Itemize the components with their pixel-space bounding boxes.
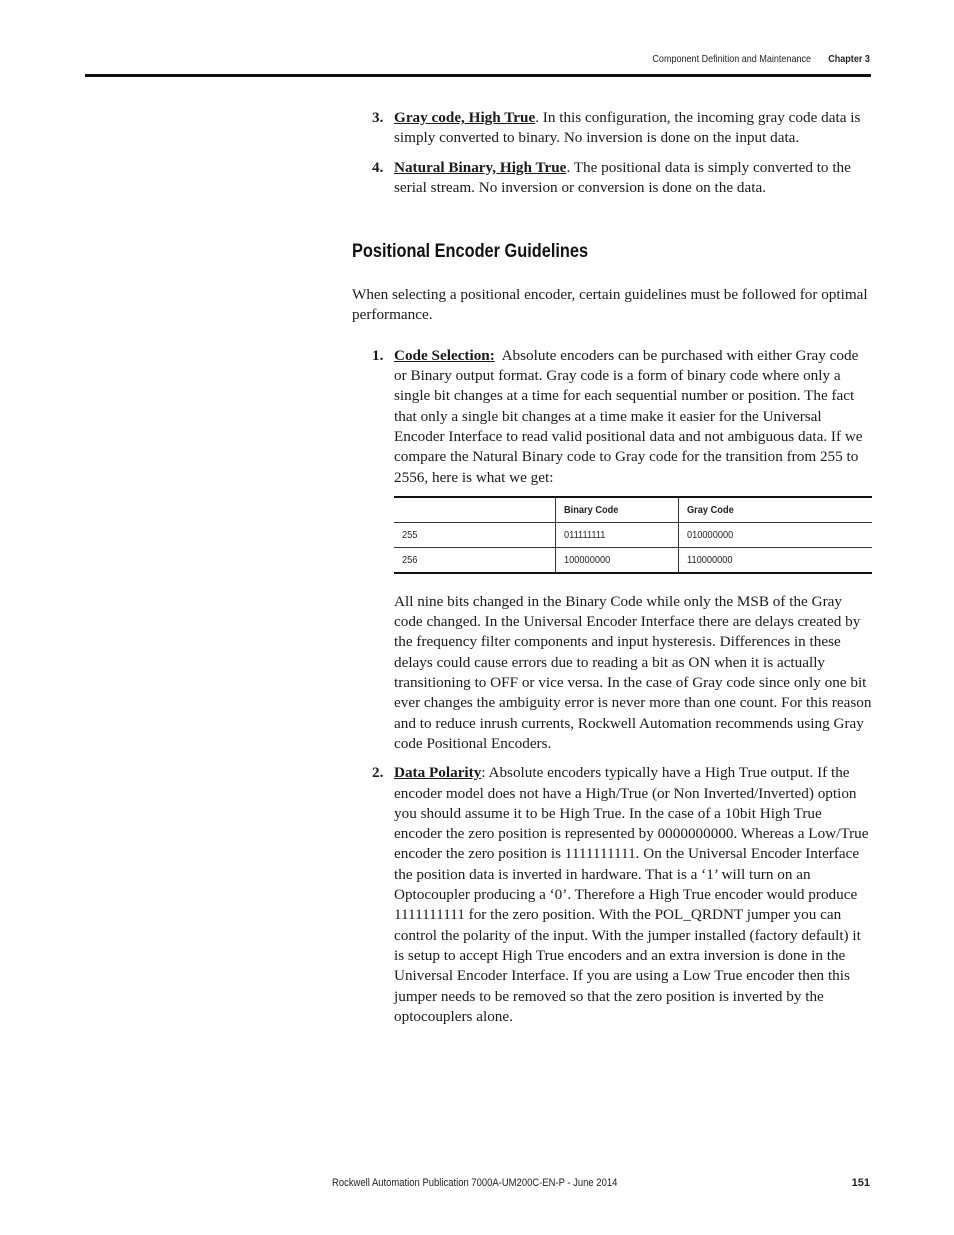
item-text: . The positional data is simply converted to the serial stream. No inversion or conversion is done on the data. xyxy=(394,158,851,196)
table-row xyxy=(394,522,872,547)
table-header-row xyxy=(394,497,872,523)
item-lead: Natural Binary, High True xyxy=(394,158,567,176)
header-chapter-label: Chapter 3 xyxy=(828,53,870,65)
list-item-data-polarity xyxy=(352,763,872,1027)
item-paragraph xyxy=(394,108,872,149)
item-number: 4. xyxy=(372,158,384,176)
item-text: Absolute encoders can be purchased with either Gray code or Binary output format. Gray code is a form of binary code where only a single bit changes at a time for each sequential number or position. The fact that only a single bit changes at a time make it easier for the Universal Encoder Interface to read valid positional data and not ambiguous data. If we compare the Natural Binary code to Gray code for the transition from 255 to 2556, here is what we get: xyxy=(394,346,867,486)
list-item-natural-binary xyxy=(352,158,872,199)
header-section-title: Component Definition and Maintenance xyxy=(652,53,812,65)
item-paragraph xyxy=(394,158,872,199)
table-cell: 110000000 xyxy=(679,547,873,573)
item-paragraph xyxy=(394,346,872,488)
table-cell: 255 xyxy=(402,528,418,541)
table-row xyxy=(394,547,872,573)
item-lead: Gray code, High True xyxy=(394,109,536,126)
item-number: 3. xyxy=(372,109,384,126)
item-lead: Data Polarity xyxy=(394,764,482,782)
header-rule xyxy=(85,74,871,77)
table-header-blank xyxy=(394,497,556,523)
item-paragraph xyxy=(394,763,872,1027)
item-lead: Code Selection: xyxy=(394,346,495,364)
table-cell: 100000000 xyxy=(556,547,679,573)
item-followup-paragraph: All nine bits changed in the Binary Code while only the MSB of the Gray code changed. In the Universal Encoder Interface there are delays created by the frequency filter components and input hysteresis. Differences in these delays could cause errors due to reading a bit as ON when it is actually transitioning to OFF or vice versa. In the case of Gray code since only one bit ever changes the ambiguity error is never more than one count. For this reason and to reduce inrush currents, Rockwell Automation recommends using Gray code Positional Encoders. xyxy=(394,592,872,752)
section-intro: When selecting a positional encoder, certain guidelines must be followed for optimal performance. xyxy=(352,286,868,324)
table-cell: 011111111 xyxy=(556,522,679,547)
section-heading: Positional Encoder Guidelines xyxy=(352,241,589,263)
table-cell: 010000000 xyxy=(679,522,873,547)
table-cell: 256 xyxy=(402,553,418,566)
running-header xyxy=(653,53,870,65)
item-text: . In this configuration, the incoming gray code data is simply converted to binary. No inversion is done on the input data. xyxy=(394,109,861,147)
item-number: 2. xyxy=(372,764,384,782)
list-item-code-selection xyxy=(352,346,872,754)
table-header-gray: Gray Code xyxy=(679,497,873,523)
item-text: : Absolute encoders typically have a High True output. If the encoder model does not have a High/True (or Non Inverted/Inverted) option you should assume it to be High True. In the case of a 10bit High True encoder the zero position is represented by 0000000000. Whereas a Low/True encoder the zero position is 1111111111. On the Universal Encoder Interface the position data is inverted in hardware. That is a ‘1’ will turn on an Optocoupler producing a ‘0’. Therefore a High True encoder would produce 1111111111 for the zero position. With the POL_QRDNT jumper you can control the polarity of the input. With the jumper installed (factory default) it is setup to accept High True encoders and an extra inversion is done in the Universal Encoder Interface. If you are using a Low True encoder then this jumper needs to be removed so that the zero position is inverted by the optocouplers alone. xyxy=(394,764,869,1025)
item-number: 1. xyxy=(372,346,384,364)
list-item-gray-code xyxy=(352,108,872,149)
table-header-binary: Binary Code xyxy=(556,497,679,523)
page-content xyxy=(352,108,872,1027)
code-comparison-table xyxy=(394,496,872,574)
footer-publication: Rockwell Automation Publication 7000A-UM200C-EN-P - June 2014 xyxy=(332,1177,618,1189)
page-number: 151 xyxy=(851,1177,870,1189)
